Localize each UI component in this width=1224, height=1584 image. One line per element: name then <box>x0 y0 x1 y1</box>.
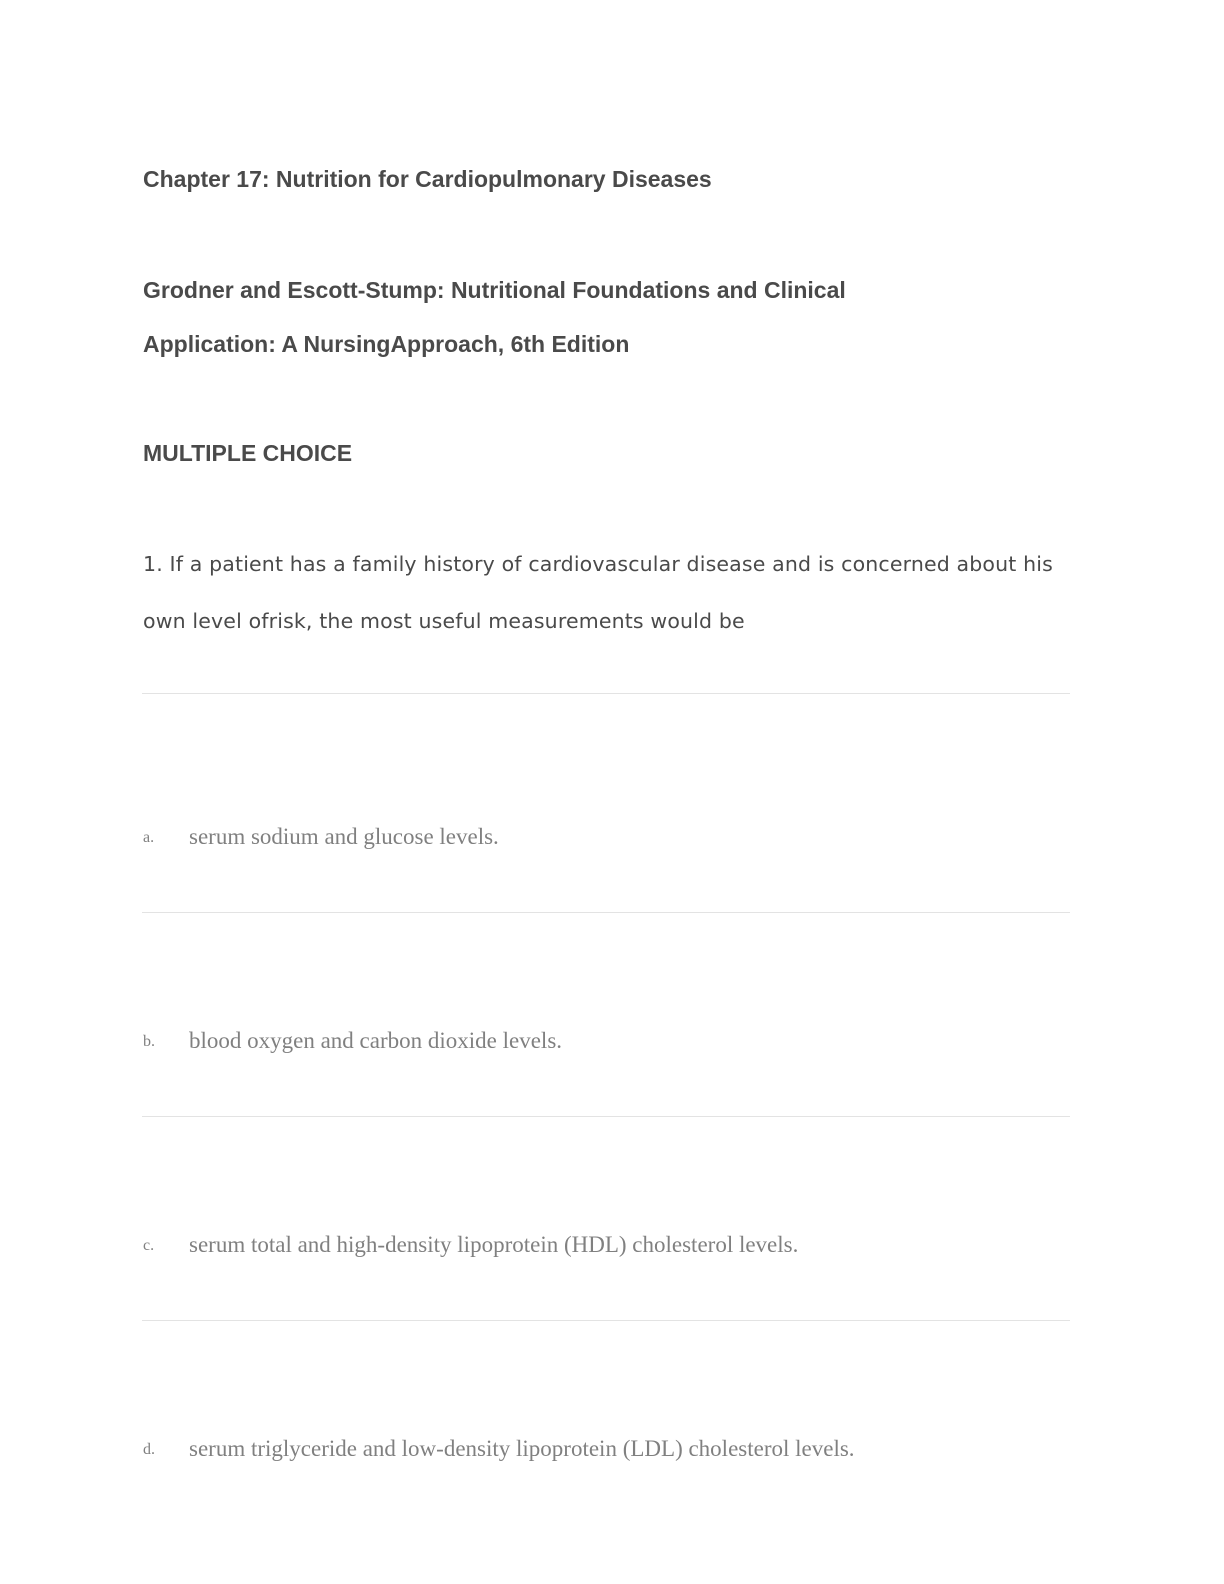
option-letter: b. <box>143 1033 155 1050</box>
answer-option-c <box>143 1226 1071 1256</box>
option-letter: c. <box>143 1237 155 1254</box>
divider <box>142 1116 1070 1117</box>
question-text-line-2: own level ofrisk, the most useful measurements would be <box>143 609 745 633</box>
option-text: blood oxygen and carbon dioxide levels. <box>189 1028 563 1053</box>
option-text: serum triglyceride and low-density lipoprotein (LDL) cholesterol levels. <box>189 1436 855 1461</box>
answer-option-d <box>143 1430 1071 1460</box>
chapter-title: Chapter 17: Nutrition for Cardiopulmonary Diseases <box>143 166 712 192</box>
section-title: MULTIPLE CHOICE <box>143 440 353 466</box>
option-text: serum sodium and glucose levels. <box>189 824 499 849</box>
option-text: serum total and high-density lipoprotein (HDL) cholesterol levels. <box>189 1232 799 1257</box>
divider <box>142 693 1070 694</box>
answer-option-a <box>143 818 1071 848</box>
answer-option-b <box>143 1022 1071 1052</box>
question-text-line-1: 1. If a patient has a family history of cardiovascular disease and is concerned about his <box>143 552 1053 576</box>
book-title-line-2: Application: A NursingApproach, 6th Edition <box>143 331 630 357</box>
divider <box>142 912 1070 913</box>
option-letter: d. <box>143 1441 155 1458</box>
option-letter: a. <box>143 829 155 846</box>
book-title-line-1: Grodner and Escott-Stump: Nutritional Foundations and Clinical <box>143 277 846 303</box>
divider <box>142 1320 1070 1321</box>
